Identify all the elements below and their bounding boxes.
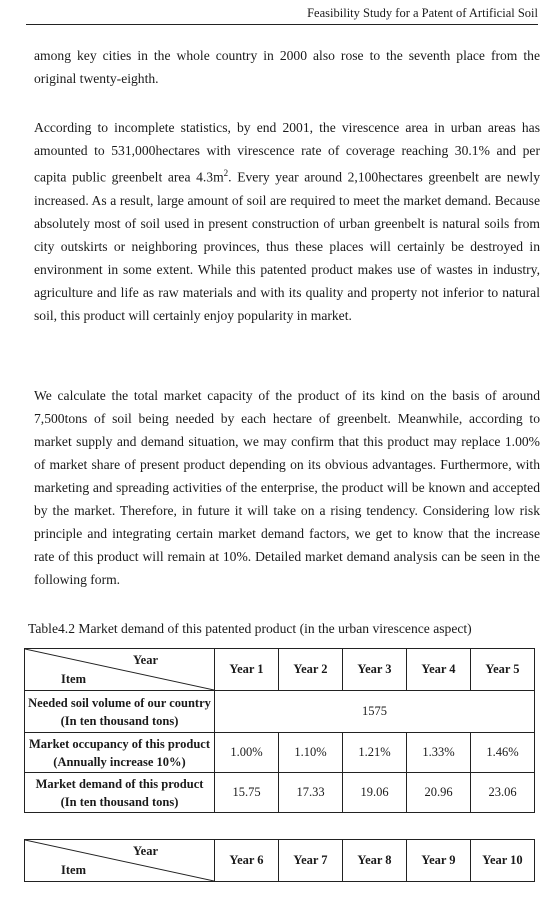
year-header: Year 7 [279,840,343,882]
row-label-line-2: (In ten thousand tons) [60,794,179,809]
row-label-line-2: (Annually increase 10%) [53,754,186,769]
market-demand-table-2 [24,839,535,882]
row-label-line-1: Market occupancy of this product [28,736,210,751]
table-caption: Table4.2 Market demand of this patented product (in the urban virescence aspect) [28,621,472,636]
corner-cell [25,649,215,691]
merged-value-cell: 1575 [215,691,535,733]
superscript: 2 [223,168,229,178]
year-header: Year 1 [215,649,279,691]
table-header-row [25,840,535,882]
value-cell: 1.00% [215,733,279,773]
corner-item-label: Item [61,863,86,877]
year-header: Year 8 [343,840,407,882]
row-label [25,733,215,773]
table-row [25,691,535,733]
table-row [25,773,535,813]
year-header: Year 9 [407,840,471,882]
value-cell: 1.10% [279,733,343,773]
paragraph-2 [34,116,540,327]
value-cell: 19.06 [343,773,407,813]
page-header: Feasibility Study for a Patent of Artificial Soil [26,6,538,25]
diagonal-line [25,840,214,881]
year-header: Year 4 [407,649,471,691]
value-cell: 1.46% [471,733,535,773]
row-label [25,691,215,733]
corner-cell [25,840,215,882]
value-cell: 15.75 [215,773,279,813]
value-cell: 17.33 [279,773,343,813]
row-label-line-2: (In ten thousand tons) [60,713,179,728]
year-header: Year 10 [471,840,535,882]
value-cell: 23.06 [471,773,535,813]
year-header: Year 6 [215,840,279,882]
paragraph-2-part-b: . Every year around 2,100hectares greenbelt are newly increased. As a result, large amount of soil are required to meet the market demand. Because absolutely most of soil used in present construction of urban greenbelt is natural soils from city outskirts or neighboring provinces, thus these places will certainly be destroyed in environment in some extent. While this patented product makes use of wastes in industry, agriculture and life as raw materials and with its quality and property not inferior to natural soil, this product will certainly enjoy popularity in market. [34,169,540,323]
value-cell: 1.33% [407,733,471,773]
table-row [25,733,535,773]
market-demand-table-1 [24,648,535,813]
row-label [25,773,215,813]
paragraph-1: among key cities in the whole country in 2000 also rose to the seventh place from the original twenty-eighth. [34,48,540,86]
year-header: Year 5 [471,649,535,691]
row-label-line-1: Needed soil volume of our country [28,695,211,710]
year-header: Year 3 [343,649,407,691]
corner-year-label: Year [133,844,158,858]
paragraph-3: We calculate the total market capacity of the product of its kind on the basis of around 7,500tons of soil being needed by each hectare of greenbelt. Meanwhile, according to market supply and demand situation, we may confirm that this product may replace 1.00% of market share of present product depending on its obvious advantages. Furthermore, with marketing and spreading activities of the enterprise, the product will be known and accepted by the market. Therefore, in future it will take on a rising tendency. Considering low risk principle and integrating certain market demand factors, we get to know that the increase rate of this product will remain at 10%. Detailed market demand analysis can be seen in the following form. [34,388,540,587]
diagonal-line [25,649,214,690]
year-header: Year 2 [279,649,343,691]
corner-item-label: Item [61,672,86,686]
corner-year-label: Year [133,653,158,667]
table-header-row [25,649,535,691]
value-cell: 1.21% [343,733,407,773]
paragraph-2-part-a: According to incomplete statistics, by end 2001, the virescence area in urban areas has amounted to 531,000hectares with virescence rate of coverage reaching 30.1% and per capita public greenbelt area 4.3m [34,120,540,185]
value-cell: 20.96 [407,773,471,813]
row-label-line-1: Market demand of this product [35,776,204,791]
